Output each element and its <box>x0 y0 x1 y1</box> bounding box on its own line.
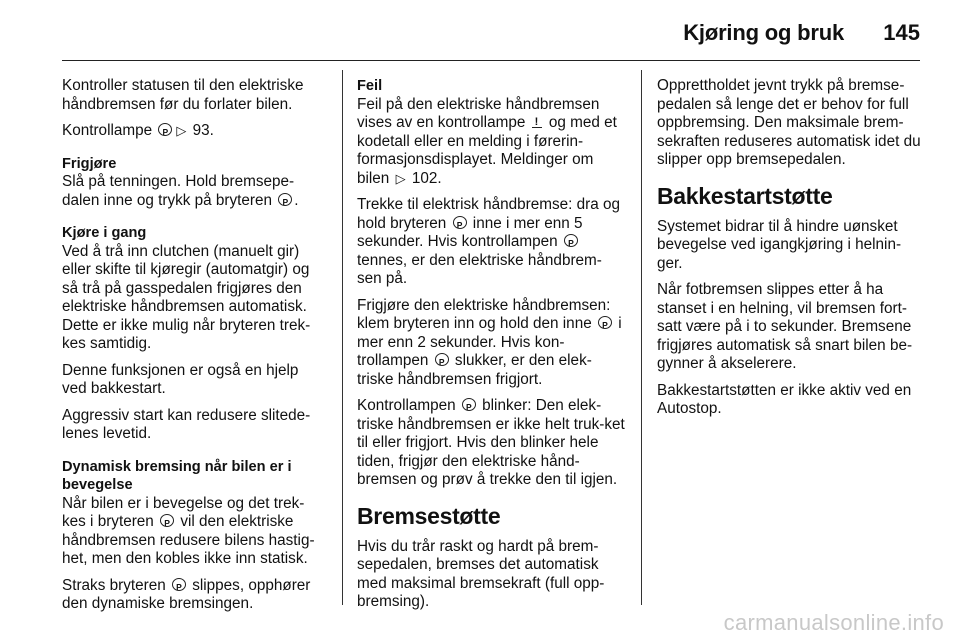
column-1 <box>62 77 326 622</box>
text: Når bilen er i bevegelse og det trek-kes i bryteren <box>62 494 305 530</box>
parking-brake-icon <box>453 216 467 229</box>
text: . <box>294 191 299 209</box>
text: slukker, er den elek-triske håndbremsen frigjort. <box>357 352 592 388</box>
parking-brake-icon <box>564 234 578 247</box>
text: Kontrollampen <box>357 397 460 414</box>
heading-drive-off: Kjøre i gang <box>62 225 147 241</box>
text: blinker: Den elek-triske håndbremsen er ikke helt truk-ket til eller frigjort. Hvis den blinker hele tiden, frigjør den elektriske hånd-bremsen og prøv å trekke den til igjen. <box>357 397 625 488</box>
page-header <box>62 20 920 60</box>
text: inne i mer enn 5 sekunder. Hvis kontrollampen <box>357 214 583 250</box>
paragraph <box>357 96 625 189</box>
parking-brake-icon <box>462 398 476 411</box>
watermark: carmanualsonline.info <box>723 610 944 635</box>
paragraph <box>62 173 326 210</box>
text: slippes, opphører den dynamiske bremsingen. <box>62 576 311 612</box>
text: Trekke til elektrisk håndbremse: dra og hold bryteren <box>357 196 620 232</box>
heading-fault: Feil <box>357 78 383 94</box>
parking-brake-icon <box>160 514 174 527</box>
column-2 <box>357 77 625 620</box>
brake-warning-icon <box>532 116 543 128</box>
page-number: 145 <box>883 20 920 45</box>
text: Frigjøre den elektriske håndbremsen: klem bryteren inn og hold den inne <box>357 296 611 332</box>
text: 93. <box>188 122 214 139</box>
paragraph <box>62 122 326 141</box>
text: 102. <box>407 169 442 187</box>
paragraph: Hvis du trår raskt og hardt på brem-sepedalen, bremses det automatisk med maksimal bremsekraft (full opp-bremsing). <box>357 537 605 610</box>
parking-brake-icon <box>172 578 186 591</box>
paragraph <box>62 577 326 614</box>
text: Straks bryteren <box>62 576 170 594</box>
parking-brake-icon <box>158 123 172 136</box>
page-reference-arrow-icon: ▷ <box>176 123 187 138</box>
parking-brake-icon <box>598 316 612 329</box>
column-divider <box>342 70 343 605</box>
parking-brake-icon <box>435 353 449 366</box>
heading-brake-assist: Bremsestøtte <box>357 502 501 529</box>
paragraph: Denne funksjonen er også en hjelp ved bakkestart. <box>62 361 299 397</box>
paragraph <box>357 397 625 490</box>
text: og med et kodetall eller en melding i førerin-formasjonsdisplayet. Meldinger om bilen <box>357 114 617 187</box>
text: vil den elektriske håndbremsen redusere bilens hastig-het, men den kobles ikke inn statisk. <box>62 513 315 567</box>
heading-dynamic-braking: Dynamisk bremsing når bilen er i bevegelse <box>62 458 292 493</box>
paragraph: Aggressiv start kan redusere slitede-lenes levetid. <box>62 406 311 442</box>
paragraph: Kontroller statusen til den elektriske håndbremsen før du forlater bilen. <box>62 77 304 113</box>
page-reference-arrow-icon: ▷ <box>395 170 406 186</box>
paragraph: Bakkestartstøtten er ikke aktiv ved en Autostop. <box>657 381 912 417</box>
paragraph: Ved å trå inn clutchen (manuelt gir) eller skifte til kjøregir (automatgir) og så trå på gasspedalen frigjøres den elektriske håndbremsen automatisk. Dette er ikke mulig når bryteren trek-kes samtidig. <box>62 242 311 352</box>
paragraph <box>357 196 625 289</box>
heading-release: Frigjøre <box>62 155 117 172</box>
paragraph: Opprettholdet jevnt trykk på bremse-pedalen så lenge det er behov for full oppbremsing. Den maksimale brem-sekraften reduseres automatisk idet du slipper opp bremsepedalen. <box>657 77 921 168</box>
paragraph: Når fotbremsen slippes etter å ha stanset i en helning, vil bremsen fort-satt være på i to sekunder. Bremsene frigjøres automatisk så snart bilen be-gynner å akselerere. <box>657 281 913 372</box>
text: i mer enn 2 sekunder. Hvis kon-trollampen <box>357 315 622 369</box>
paragraph <box>62 495 326 569</box>
paragraph: Systemet bidrar til å hindre uønsket bevegelse ved igangkjøring i helnin-ger. <box>657 217 902 272</box>
text: Slå på tenningen. Hold bremsepe-dalen inne og trykk på bryteren <box>62 173 295 209</box>
text: tennes, er den elektriske håndbrem-sen på. <box>357 251 602 287</box>
parking-brake-icon <box>278 193 292 206</box>
paragraph <box>357 297 625 390</box>
column-3 <box>657 77 923 427</box>
header-title: Kjøring og bruk <box>683 20 844 45</box>
text: Feil på den elektriske håndbremsen vises av en kontrollampe <box>357 95 600 131</box>
column-divider <box>641 70 642 605</box>
heading-hill-start-assist: Bakkestartstøtte <box>657 182 833 209</box>
header-rule <box>62 60 920 61</box>
text: Kontrollampe <box>62 122 157 139</box>
